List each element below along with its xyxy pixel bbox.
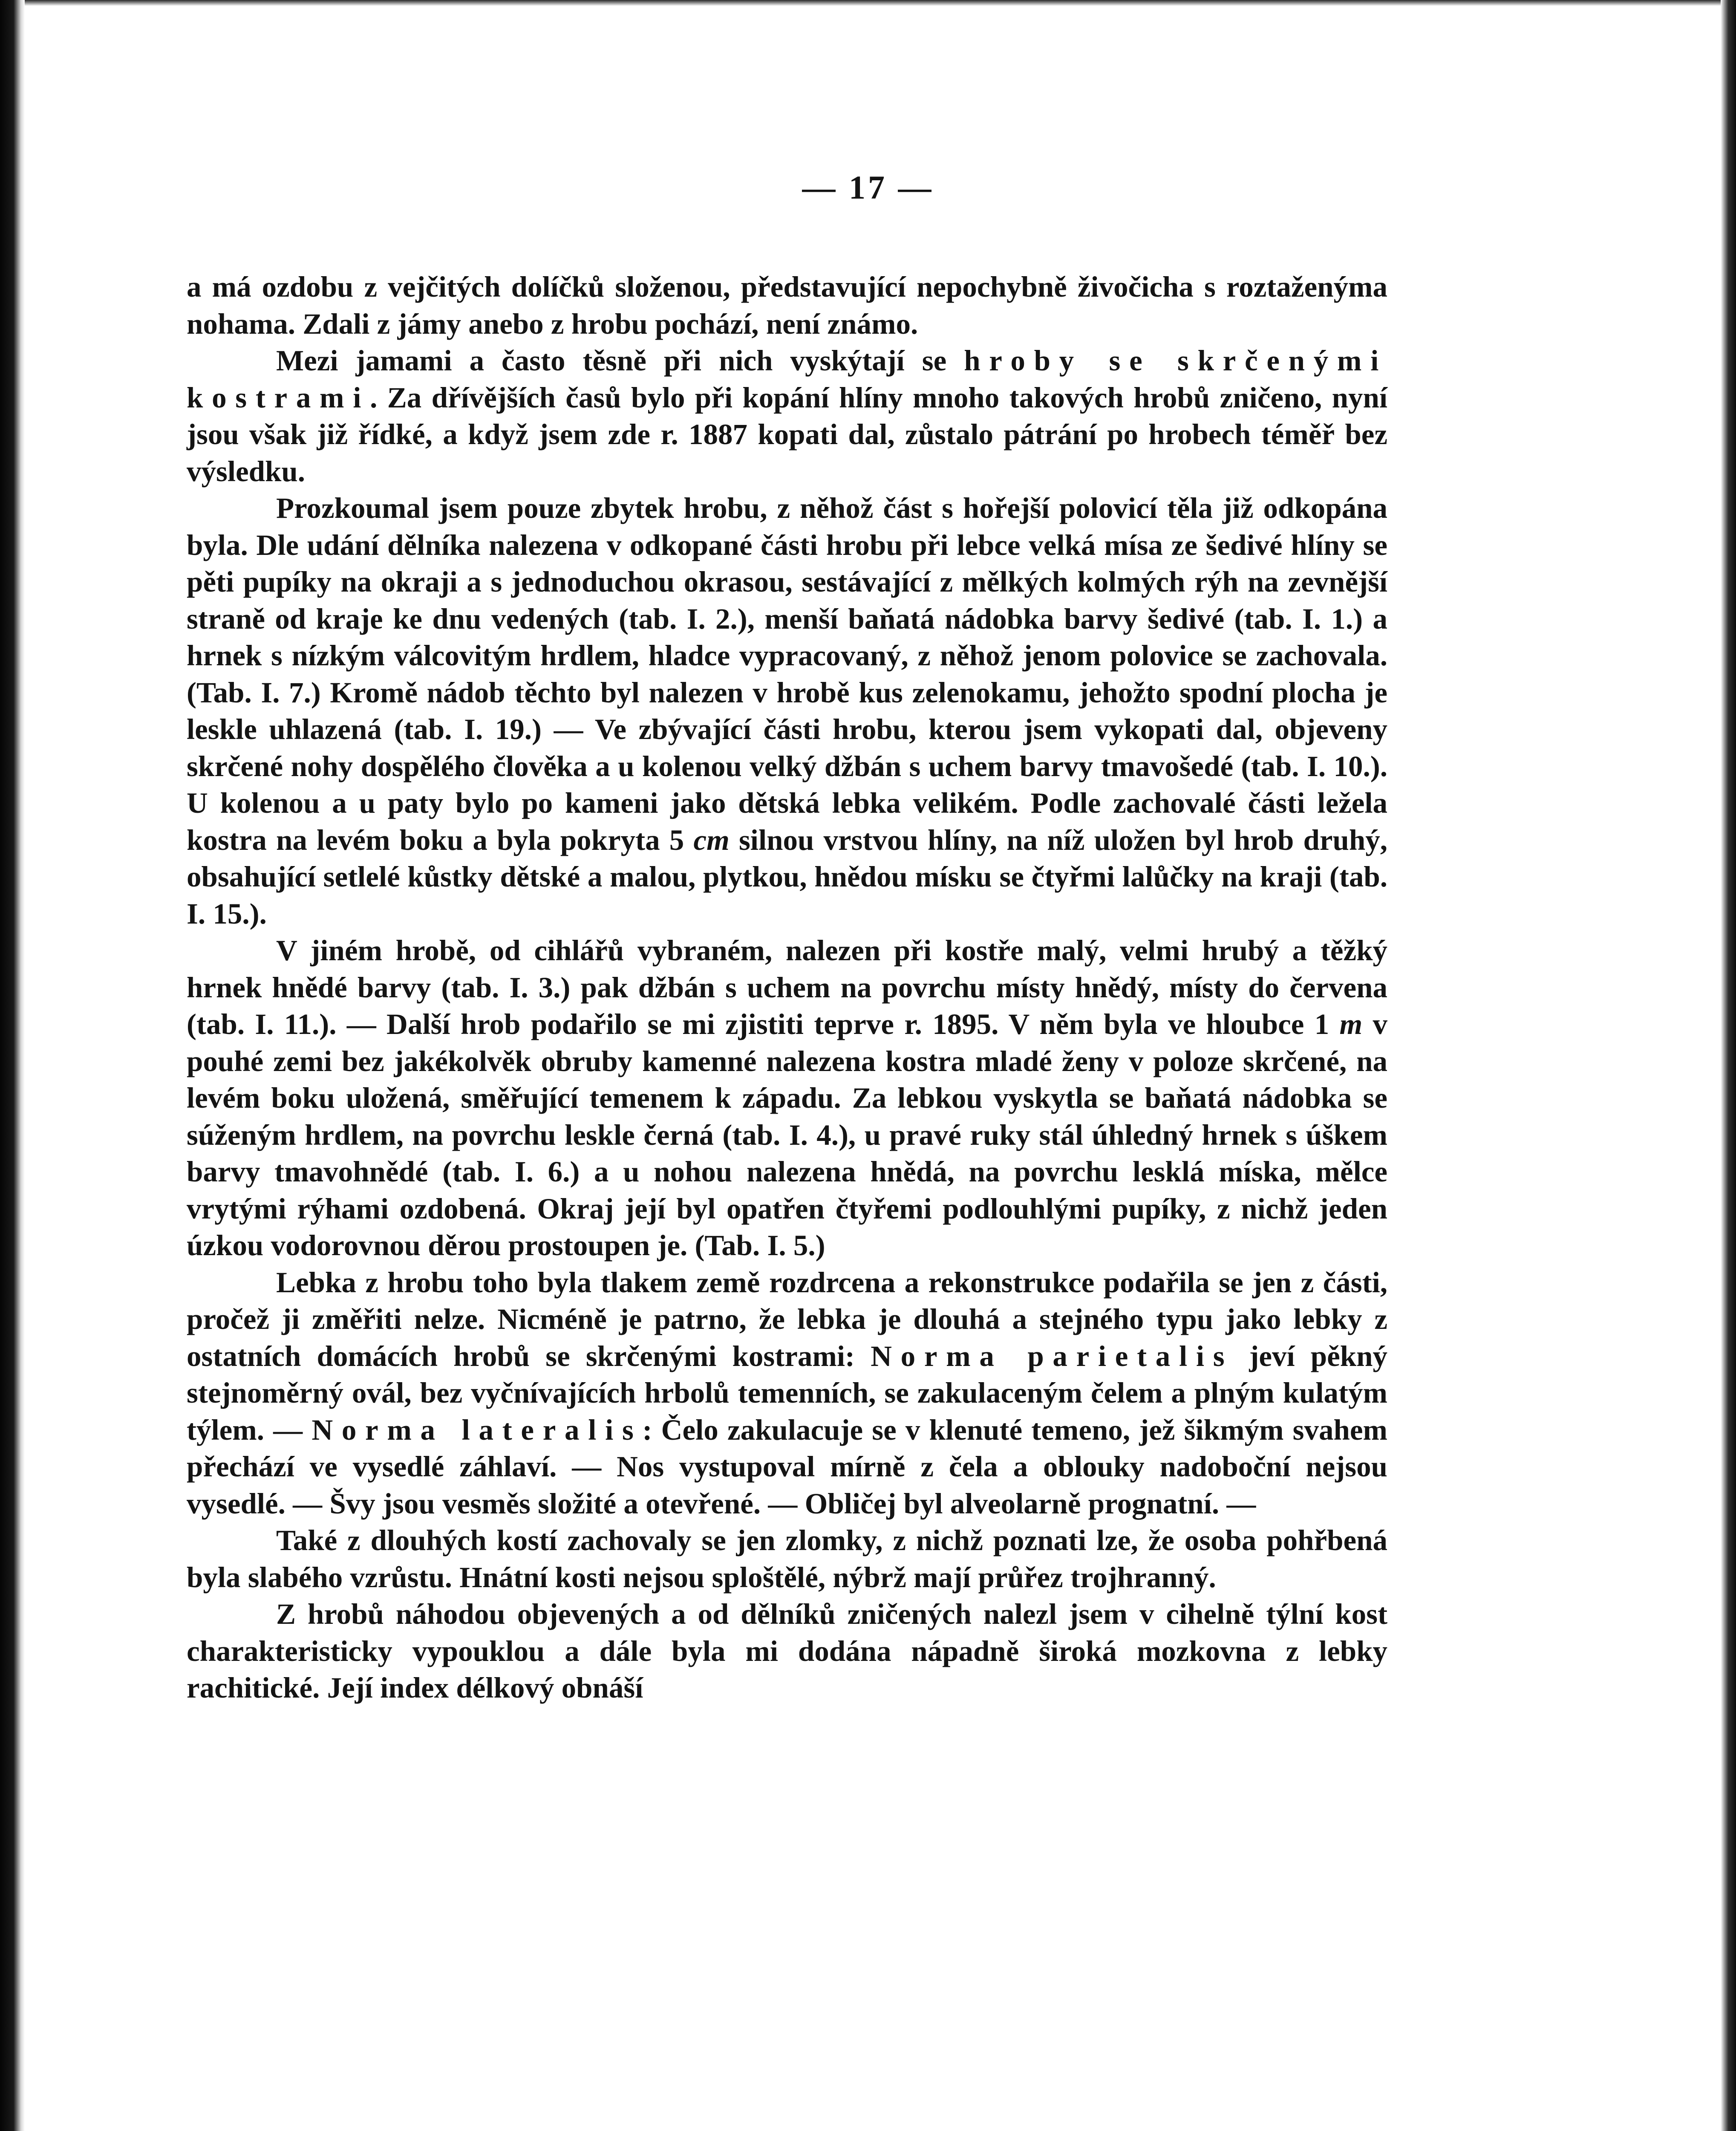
paragraph <box>187 490 1387 932</box>
text-run: silnou vrstvou hlíny, na níž uložen byl hrob druhý, obsahující setlelé kůstky dětské a malou, plytkou, hnědou mísku se čtyřmi lalůčky na kraji (tab. I. 15.). <box>187 823 1387 930</box>
text-run: jeví pěkný stejnoměrný ovál, bez vyčnívajících hrbolů temenních, se zakulaceným čelem a plným kulatým týlem. — <box>187 1340 1387 1446</box>
text-run: V jiném hrobě, od cihlářů vybraném, nalezen při kostře malý, velmi hrubý a těžký hrnek hnědé barvy (tab. I. 3.) pak džbán s uchem na povrchu místy hnědý, místy do červena (tab. I. 11.). — Další hrob podařilo se mi zjistiti teprve r. 1895. V něm byla ve hloubce 1 <box>187 934 1387 1040</box>
paragraph <box>187 342 1387 490</box>
text-run: Prozkoumal jsem pouze zbytek hrobu, z něhož část s hořejší polovicí těla již odkopána byla. Dle udání dělníka nalezena v odkopané části hrobu při lebce velká mísa ze šedivé hlíny se pěti pupíky na okraji a s jednoduchou okrasou, sestávající z mělkých kolmých rýh na zevnější straně od kraje ke dnu vedených (tab. I. 2.), menší baňatá nádobka barvy šedivé (tab. I. 1.) a hrnek s nízkým válcovitým hrdlem, hladce vypracovaný, z něhož jenom polovice se zachovala. (Tab. I. 7.) Kromě nádob těchto byl nalezen v hrobě kus zelenokamu, jehožto spodní plocha je leskle uhlazená (tab. I. 19.) — Ve zbývající části hrobu, kterou jsem vykopati dal, objeveny skrčené nohy dospělého člověka a u kolenou velký džbán s uchem barvy tmavošedé (tab. I. 10.). U kolenou a u paty bylo po kameni jako dětská lebka velikém. Podle zachovalé části ležela kostra na levém boku a byla pokryta 5 <box>187 492 1387 856</box>
scan-border-top <box>0 0 1736 6</box>
spaced-emphasis: Norma parietalis <box>871 1340 1234 1372</box>
text-run: v pouhé zemi bez jakékolvěk obruby kamenné nalezena kostra mladé ženy v poloze skrčené, na levém boku uložená, směřující temenem k západu. Za lebkou vyskytla se baňatá nádobka se súženým hrdlem, na povrchu leskle černá (tab. I. 4.), u pravé ruky stál úhledný hrnek s úškem barvy tmavohnědé (tab. I. 6.) a u nohou nalezena hnědá, na povrchu lesklá míska, mělce vrytými rýhami ozdobená. Okraj její byl opatřen čtyřemi podlouhlými pupíky, z nichž jeden úzkou vodorovnou děrou prostoupen je. (Tab. I. 5.) <box>187 1008 1387 1262</box>
text-run: : Čelo zakulacuje se v klenuté temeno, jež šikmým svahem přechází ve vysedlé záhlaví. — Nos vystupoval mírně z čela a oblouky nadoboční nejsou vysedlé. — Švy jsou vesměs složité a otevřené. — Obličej byl alveolarně prognatní. — <box>187 1413 1387 1520</box>
paragraph <box>187 932 1387 1264</box>
paragraph <box>187 1596 1387 1707</box>
paragraph <box>187 269 1387 342</box>
spaced-emphasis: hroby se skrčenými kostrami <box>187 344 1387 414</box>
paragraph <box>187 1522 1387 1596</box>
italic-unit: cm <box>693 823 730 856</box>
spaced-emphasis: Norma lateralis <box>311 1413 643 1446</box>
scan-border-left <box>0 0 25 2131</box>
text-run: Z hrobů náhodou objevených a od dělníků zničených nalezl jsem v cihelně týlní kost charakteristicky vypouklou a dále byla mi dodána nápadně široká mozkovna z lebky rachitické. Její index délkový obnáší <box>187 1598 1387 1704</box>
body-text <box>187 269 1387 1707</box>
text-run: Mezi jamami a často těsně při nich vyskýtají se <box>276 344 964 377</box>
page-number: — 17 — <box>802 169 934 206</box>
italic-unit: m <box>1339 1008 1363 1040</box>
paragraph <box>187 1264 1387 1522</box>
text-run: . Za dřívějších časů bylo při kopání hlíny mnoho takových hrobů zničeno, nyní jsou však již řídké, a když jsem zde r. 1887 kopati dal, zůstalo pátrání po hrobech téměř bez výsledku. <box>187 381 1387 488</box>
text-run: Lebka z hrobu toho byla tlakem země rozdrcena a rekonstrukce podařila se jen z části, pročež ji změřiti nelze. Nicméně je patrno, že lebka je dlouhá a stejného typu jako lebky z ostatních domácích hrobů se skrčenými kostrami: <box>187 1266 1387 1372</box>
text-run: a má ozdobu z vejčitých dolíčků složenou, představující nepochybně živočicha s roztaženýma nohama. Zdali z jámy anebo z hrobu pochází, není známo. <box>187 271 1387 340</box>
text-run: Také z dlouhých kostí zachovaly se jen zlomky, z nichž poznati lze, že osoba pohřbená byla slabého vzrůstu. Hnátní kosti nejsou sploštělé, nýbrž mají průřez trojhranný. <box>187 1524 1387 1594</box>
scan-border-right <box>1721 0 1736 2131</box>
